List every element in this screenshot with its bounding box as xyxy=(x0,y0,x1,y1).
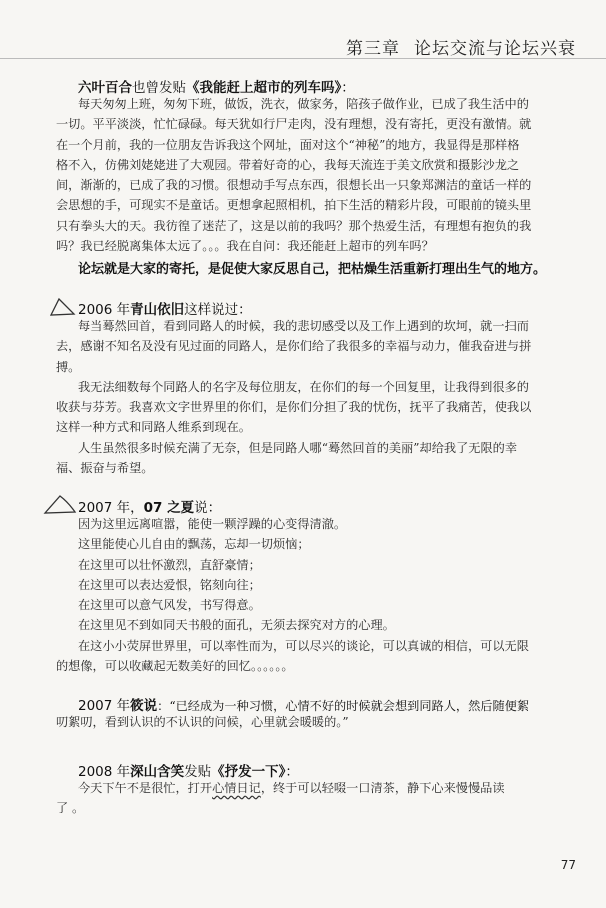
text-line: 只有拳头大的天。我彷徨了迷茫了，这是以前的我吗？那个热爱生活，有理想有抱负的我 xyxy=(56,218,532,233)
summary-bold-line: 论坛就是大家的寄托，是促使大家反思自己，把枯燥生活重新打理出生气的地方。 xyxy=(78,262,547,277)
post-title: 《抒发一下》 xyxy=(211,764,286,780)
section-5-heading xyxy=(78,760,299,780)
text-line: 搏。 xyxy=(56,359,81,374)
text-line: 了 。 xyxy=(56,801,85,816)
section-2-body xyxy=(56,316,531,478)
text-line: 人生虽然很多时候充满了无奈，但是同路人哪“蓦然回首的美丽”却给我了无限的幸 xyxy=(78,440,518,455)
heading-verb: 发贴 xyxy=(184,764,212,780)
post-title: 《我能赶上超市的列车吗》 xyxy=(186,80,342,96)
underlined-term: 心情日记 xyxy=(212,781,261,795)
text-line xyxy=(56,778,505,798)
text-line: 我无法细数每个同路人的名字及每位朋友，在你们的每一个回复里，让我得到很多的 xyxy=(78,379,529,394)
text-fragment: ，终于可以轻啜一口清茶，静下心来慢慢品读 xyxy=(260,781,505,795)
section-3-heading xyxy=(78,496,221,516)
section-5-body xyxy=(56,778,505,819)
author-name: 青山依旧 xyxy=(130,302,185,318)
heading-verb: 也曾发贴 xyxy=(132,80,186,96)
text-line: 间，渐渐的，已成了我的习惯。很想动手写点东西，很想长出一只象郑渊洁的童话一样的 xyxy=(56,178,532,193)
text-line: 吗？我已经脱离集体太远了。。。我在自问：我还能赶上超市的列车吗？ xyxy=(56,239,434,254)
triangle-icon xyxy=(42,492,78,516)
year-label: 2006 年 xyxy=(78,302,131,318)
section-1-heading xyxy=(78,76,355,96)
text-line: 每当蓦然回首，看到同路人的时候，我的悲切感受以及工作上遇到的坎坷，就一扫而 xyxy=(78,319,529,333)
text-line: 这样一种方式和同路人维系到现在。 xyxy=(56,420,251,435)
text-fragment: 今天下午不是很忙，打开 xyxy=(78,781,213,795)
text-line: 收获与芬芳。我喜欢文字世界里的你们，是你们分担了我的忧伤，抚平了我痛苦，使我以 xyxy=(56,400,532,415)
text-line: 因为这里远离喧嚣，能使一颗浮躁的心变得清澈。 xyxy=(78,517,347,531)
text-line: 一切。平平淡淡，忙忙碌碌。每天犹如行尸走肉，没有理想，没有寄托，更没有激情。就 xyxy=(56,117,532,132)
text-line: 在一个月前，我的一位朋友告诉我这个网址，面对这个“神秘”的地方，我显得是那样格 xyxy=(56,137,520,152)
text-line: 这里能使心儿自由的飘荡，忘却一切烦恼； xyxy=(78,537,310,552)
text-line: 在这小小荧屏世界里，可以率性而为，可以尽兴的谈论，可以真诚的相信，可以无限 xyxy=(78,638,529,653)
text-line: 在这里见不到如同天书般的面孔，无须去探究对方的心理。 xyxy=(78,618,395,633)
triangle-icon xyxy=(48,296,76,318)
text-line: 福、振奋与希望。 xyxy=(56,461,154,476)
section-3-body xyxy=(56,514,529,676)
year-label: 2007 年， xyxy=(78,500,144,516)
year-label: 2007 年 xyxy=(78,698,131,714)
text-line: 格不入，仿佛刘姥姥进了大观园。带着好奇的心，我每天流连于美文欣赏和摄影沙龙之 xyxy=(56,157,520,172)
page-header xyxy=(0,0,606,59)
author-name: 07 之夏 xyxy=(143,500,195,516)
text-line: 在这里可以表达爱恨，铭刻向往； xyxy=(78,577,261,592)
text-line: 会思想的手，可现实不是童话。更想拿起照相机，拍下生活的精彩片段，可眼前的镜头里 xyxy=(56,198,532,213)
section-2-heading xyxy=(78,298,252,318)
text-line: 叨絮叨，看到认识的不认识的问候，心里就会暖暖的。” xyxy=(56,715,349,729)
text-line: 在这里可以壮怀激烈，直舒豪情； xyxy=(78,557,261,572)
author-name: 深山含笑 xyxy=(130,764,185,780)
chapter-number: 第三章 xyxy=(346,39,400,59)
quote-text: ：“已经成为一种习惯，心情不好的时候就会想到同路人，然后随便絮 xyxy=(157,699,530,713)
author-name: 六叶百合 xyxy=(78,80,132,96)
heading-verb: 这样说过： xyxy=(184,302,252,318)
section-1-body xyxy=(56,94,531,256)
heading-verb: 说： xyxy=(194,500,222,516)
heading-colon: ： xyxy=(285,764,299,780)
page-number: 77 xyxy=(560,858,576,872)
author-name: 筱说 xyxy=(130,698,158,714)
text-line: 每天匆匆上班，匆匆下班，做饭，洗衣，做家务，陪孩子做作业，已成了我生活中的 xyxy=(78,97,529,111)
text-line: 在这里可以意气风发，书写得意。 xyxy=(78,598,261,613)
chapter-title xyxy=(346,34,576,59)
text-line: 去，感谢不知名及没有见过面的同路人，是你们给了我很多的幸福与动力，催我奋进与拼 xyxy=(56,339,532,354)
year-label: 2008 年 xyxy=(78,764,131,780)
chapter-name: 论坛交流与论坛兴衰 xyxy=(414,39,576,59)
text-line: 的想像，可以收藏起无数美好的回忆。。。。。。 xyxy=(56,659,294,674)
heading-colon: ： xyxy=(341,80,355,96)
section-4-body xyxy=(56,712,349,732)
section-4-heading xyxy=(78,694,529,714)
